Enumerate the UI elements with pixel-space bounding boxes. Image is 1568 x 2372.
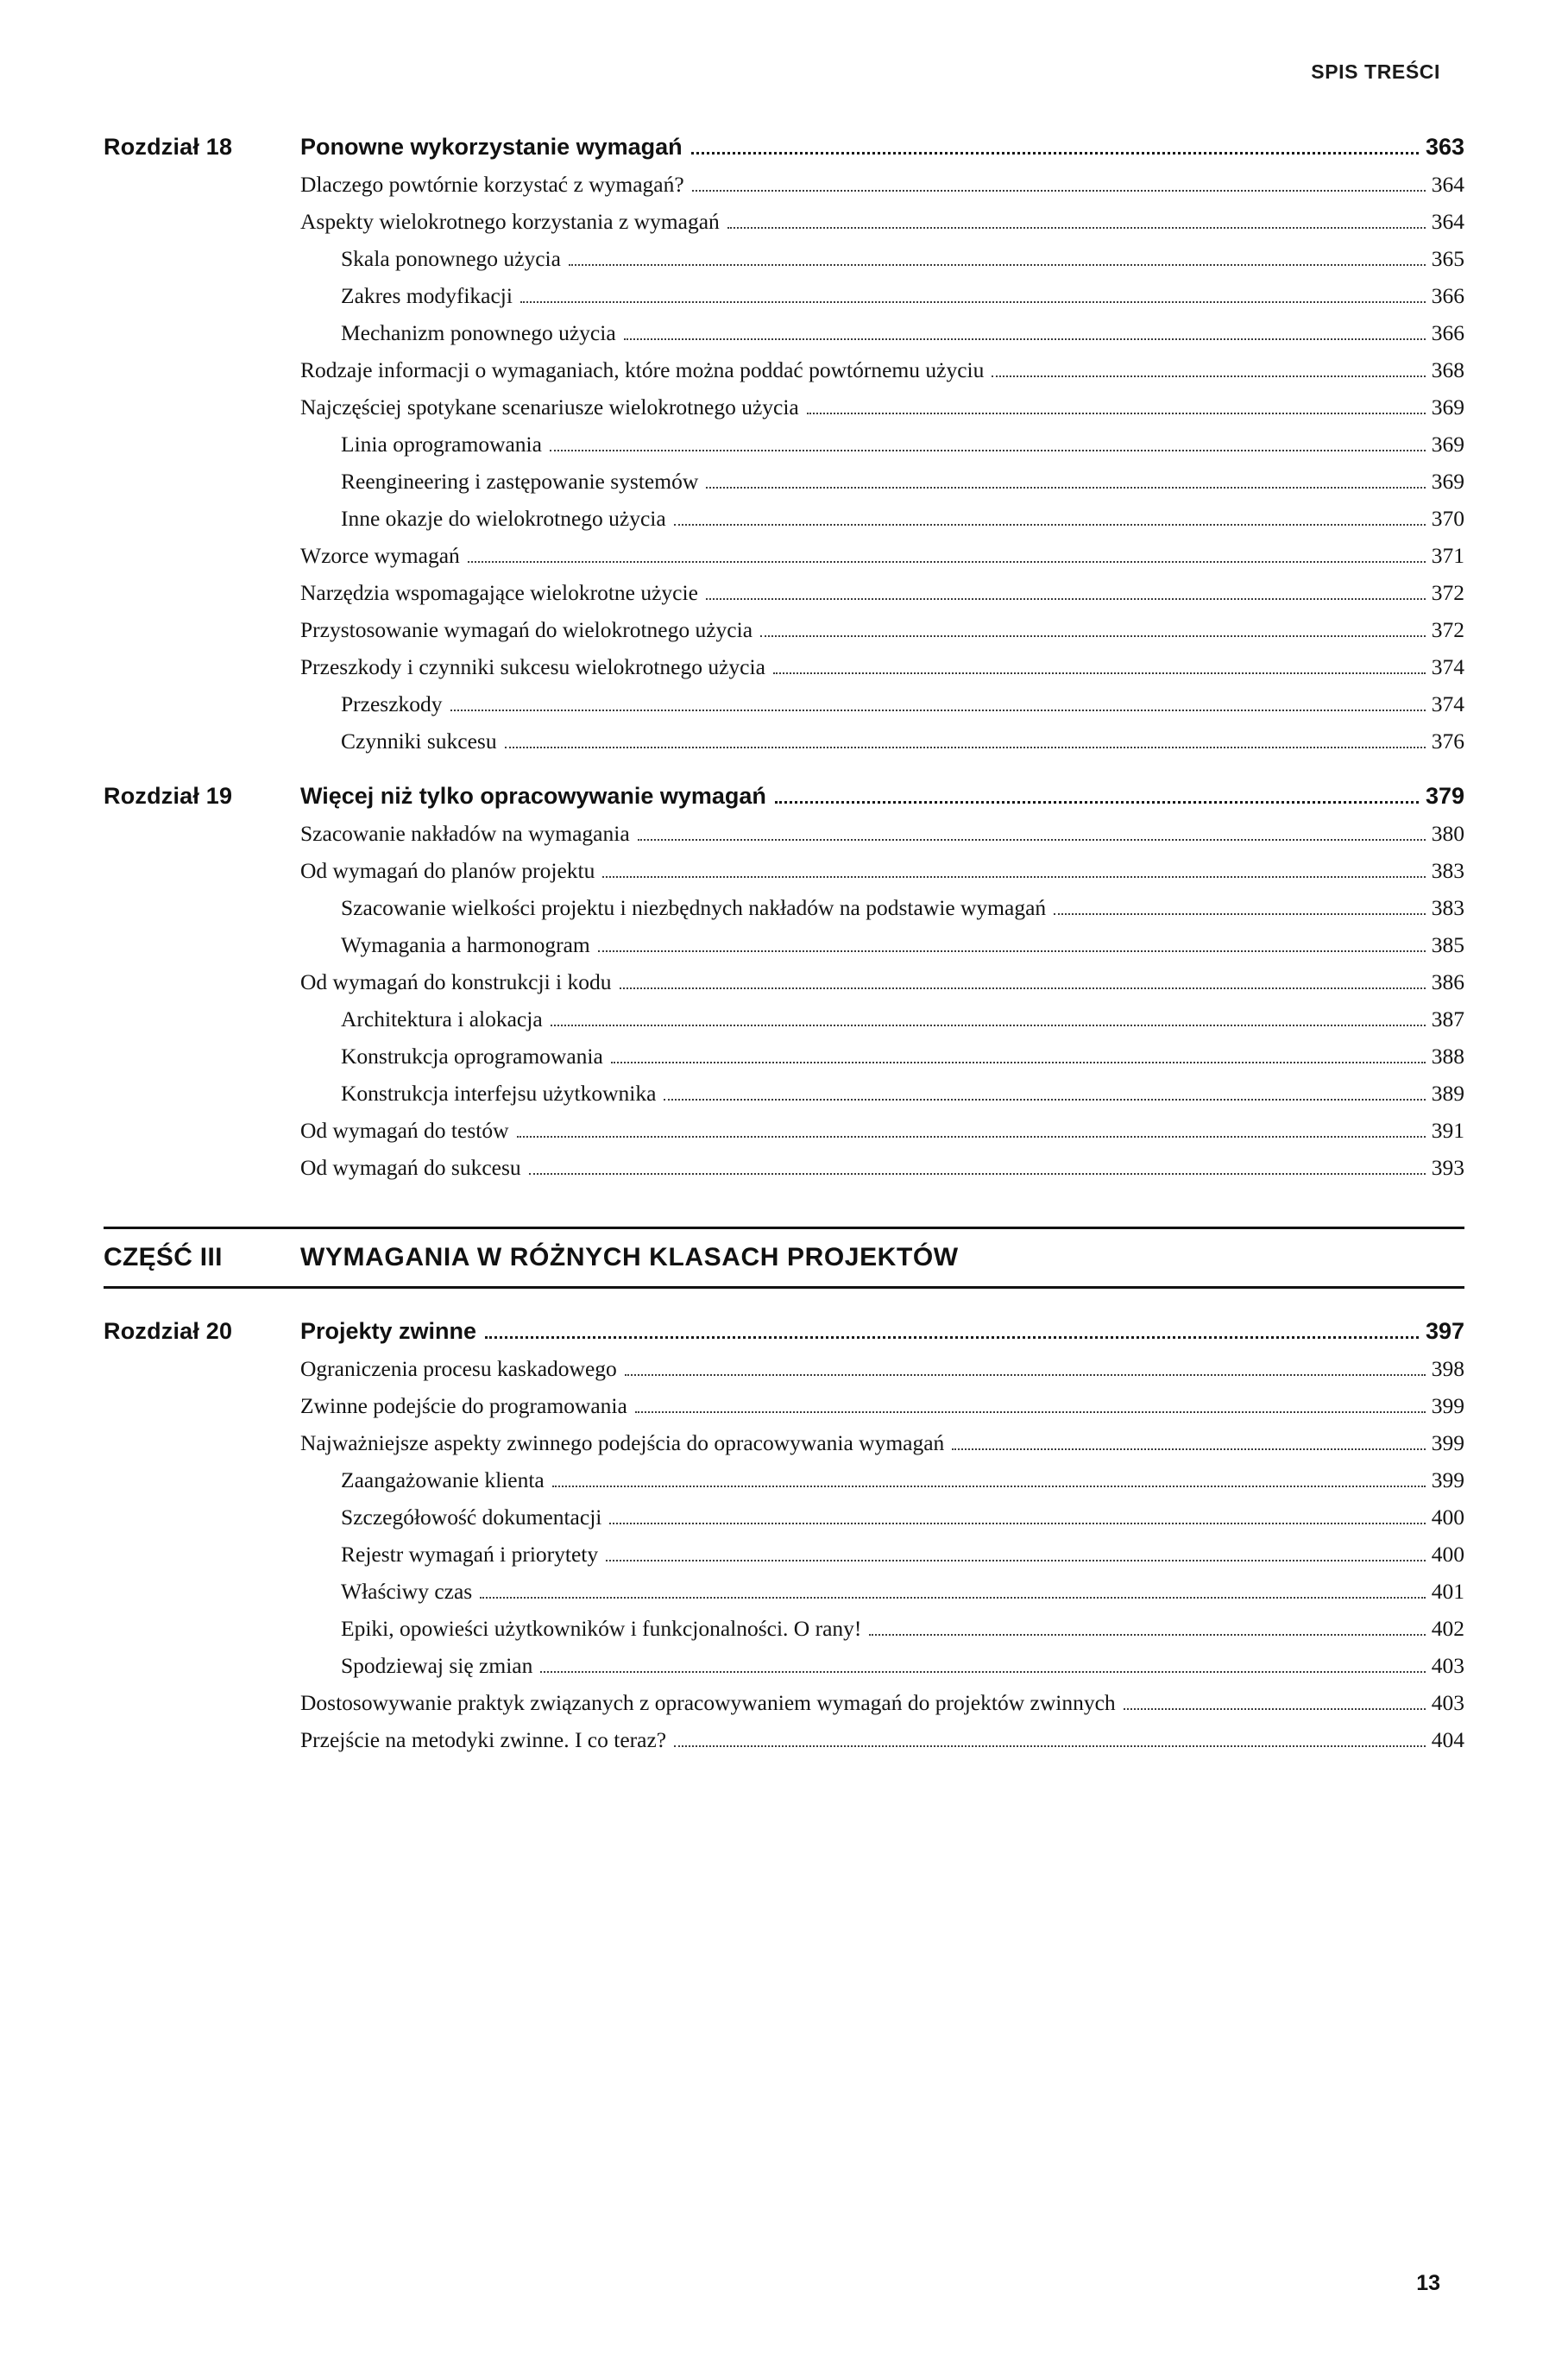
toc-entry-title: Aspekty wielokrotnego korzystania z wymagań <box>300 208 720 234</box>
dot-leader <box>598 950 1426 952</box>
toc-entry-title: Mechanizm ponownego użycia <box>341 319 616 345</box>
toc-entry-title: Szacowanie nakładów na wymagania <box>300 820 630 846</box>
dot-leader <box>517 1136 1426 1138</box>
toc-entry-title: Zwinne podejście do programowania <box>300 1392 627 1418</box>
dot-leader <box>606 1560 1426 1561</box>
chapter-entries <box>300 1351 1464 1759</box>
toc-entry[interactable] <box>300 1076 1464 1113</box>
toc-entry-page: 391 <box>1431 1117 1464 1143</box>
toc-entry[interactable] <box>300 1499 1464 1536</box>
toc-entry-page: 383 <box>1431 857 1464 883</box>
toc-entry-page: 399 <box>1431 1392 1464 1418</box>
toc-entry-title: Zaangażowanie klienta <box>341 1467 545 1492</box>
toc-entry-title: Architektura i alokacja <box>341 1006 543 1031</box>
toc-entry[interactable] <box>300 649 1464 686</box>
chapter-heading[interactable] <box>104 783 1464 811</box>
toc-entry-title: Konstrukcja interfejsu użytkownika <box>341 1080 657 1106</box>
toc-entry-page: 372 <box>1431 579 1464 605</box>
toc-entry-page: 387 <box>1431 1006 1464 1031</box>
toc-entry-page: 380 <box>1431 820 1464 846</box>
dot-leader <box>635 1411 1426 1413</box>
dot-leader <box>550 450 1426 451</box>
dot-leader <box>624 338 1426 340</box>
dot-leader <box>552 1486 1426 1487</box>
toc-entry-page: 386 <box>1431 968 1464 994</box>
toc-entry[interactable] <box>300 501 1464 538</box>
toc-entry-page: 369 <box>1431 394 1464 420</box>
toc-entry-page: 364 <box>1431 171 1464 197</box>
toc-entry[interactable] <box>300 464 1464 501</box>
dot-leader <box>520 301 1426 303</box>
toc-entry-title: Szacowanie wielkości projektu i niezbędnych nakładów na podstawie wymagań <box>341 894 1047 920</box>
toc-entry-title: Szczegółowość dokumentacji <box>341 1504 602 1530</box>
toc-entry-title: Przeszkody <box>341 691 443 716</box>
chapter-page-number: 363 <box>1425 134 1464 160</box>
toc-entry[interactable] <box>300 890 1464 927</box>
dot-leader <box>485 1336 1419 1339</box>
toc-entry-title: Właściwy czas <box>341 1578 473 1604</box>
dot-leader <box>480 1597 1426 1599</box>
toc-entry-page: 369 <box>1431 468 1464 494</box>
chapter-heading[interactable] <box>104 134 1464 161</box>
toc-entry-title: Wymagania a harmonogram <box>341 931 590 957</box>
toc-entry-page: 368 <box>1431 356 1464 382</box>
toc-entry-title: Inne okazje do wielokrotnego użycia <box>341 505 666 531</box>
toc-entry-title: Najważniejsze aspekty zwinnego podejścia do opracowywania wymagań <box>300 1429 945 1455</box>
toc-entry[interactable] <box>300 1001 1464 1038</box>
page-number: 13 <box>1416 2271 1440 2295</box>
toc-entry[interactable] <box>300 1351 1464 1388</box>
chapter-block-20 <box>104 1318 1464 1759</box>
dot-leader <box>706 598 1426 600</box>
toc-entry[interactable] <box>300 816 1464 853</box>
toc-entry-title: Ograniczenia procesu kaskadowego <box>300 1355 617 1381</box>
toc-entry-page: 372 <box>1431 616 1464 642</box>
toc-entry-title: Dlaczego powtórnie korzystać z wymagań? <box>300 171 684 197</box>
toc-entry-title: Skala ponownego użycia <box>341 245 561 271</box>
dot-leader <box>625 1374 1426 1376</box>
toc-entry-page: 402 <box>1431 1615 1464 1641</box>
dot-leader <box>569 264 1426 266</box>
toc-entry-title: Przeszkody i czynniki sukcesu wielokrotnego użycia <box>300 653 765 679</box>
toc-entry[interactable] <box>300 315 1464 352</box>
dot-leader <box>773 672 1426 674</box>
toc-entry[interactable] <box>300 538 1464 575</box>
toc-entry-title: Linia oprogramowania <box>341 431 542 457</box>
dot-leader <box>620 987 1426 989</box>
dot-leader <box>609 1523 1425 1524</box>
toc-entry-title: Spodziewaj się zmian <box>341 1652 533 1678</box>
toc-entry-title: Epiki, opowieści użytkowników i funkcjonalności. O rany! <box>341 1615 862 1641</box>
dot-leader <box>611 1062 1426 1063</box>
toc-entry-page: 388 <box>1431 1043 1464 1069</box>
dot-leader <box>602 876 1425 878</box>
toc-entry-title: Rodzaje informacji o wymaganiach, które można poddać powtórnemu użyciu <box>300 356 985 382</box>
chapter-page-number: 397 <box>1425 1318 1464 1344</box>
toc-entry[interactable] <box>300 167 1464 204</box>
dot-leader <box>869 1634 1425 1636</box>
chapter-title: Projekty zwinne <box>300 1318 477 1344</box>
dot-leader <box>664 1099 1425 1101</box>
toc-entry[interactable] <box>300 389 1464 426</box>
toc-entry-title: Dostosowywanie praktyk związanych z opracowywaniem wymagań do projektów zwinnych <box>300 1689 1116 1715</box>
dot-leader <box>1054 913 1426 915</box>
toc-entry[interactable] <box>300 352 1464 389</box>
chapter-page-number: 379 <box>1425 783 1464 809</box>
toc-entry-page: 366 <box>1431 282 1464 308</box>
toc-entry-page: 374 <box>1431 653 1464 679</box>
toc-entry[interactable] <box>300 1722 1464 1759</box>
part-label: CZĘŚĆ III <box>104 1243 223 1271</box>
toc-entry-page: 393 <box>1431 1154 1464 1180</box>
dot-leader <box>952 1448 1425 1450</box>
toc-entry-page: 366 <box>1431 319 1464 345</box>
toc-entry-title: Wzorce wymagań <box>300 542 460 568</box>
toc-entry-page: 369 <box>1431 431 1464 457</box>
toc-entry-title: Od wymagań do planów projektu <box>300 857 595 883</box>
toc-entry-page: 364 <box>1431 208 1464 234</box>
toc-entry-page: 389 <box>1431 1080 1464 1106</box>
dot-leader <box>674 524 1426 526</box>
toc-entry-page: 365 <box>1431 245 1464 271</box>
toc-entry-page: 385 <box>1431 931 1464 957</box>
dot-leader <box>807 413 1426 414</box>
toc-entry[interactable] <box>300 1388 1464 1425</box>
dot-leader <box>505 747 1426 748</box>
toc-entry-title: Reengineering i zastępowanie systemów <box>341 468 699 494</box>
dot-leader <box>706 487 1425 489</box>
dot-leader <box>450 710 1426 711</box>
toc-entry[interactable] <box>300 204 1464 241</box>
dot-leader <box>992 375 1425 377</box>
toc-entry[interactable] <box>300 927 1464 964</box>
dot-leader <box>468 561 1426 563</box>
toc-entry[interactable] <box>300 1113 1464 1150</box>
running-head: SPIS TREŚCI <box>1311 60 1440 83</box>
toc-entry[interactable] <box>300 241 1464 278</box>
dot-leader <box>760 635 1426 637</box>
toc-entry[interactable] <box>300 426 1464 464</box>
toc-entry[interactable] <box>300 1648 1464 1685</box>
chapter-entries <box>300 816 1464 1187</box>
toc-entry[interactable] <box>300 1425 1464 1462</box>
toc-entry-title: Zakres modyfikacji <box>341 282 513 308</box>
chapter-block-19 <box>104 783 1464 1187</box>
toc-entry-page: 399 <box>1431 1429 1464 1455</box>
dot-leader <box>674 1745 1426 1747</box>
toc-entry-title: Czynniki sukcesu <box>341 728 497 754</box>
toc-entry[interactable] <box>300 1462 1464 1499</box>
toc-entry[interactable] <box>300 1038 1464 1076</box>
toc-entry-page: 383 <box>1431 894 1464 920</box>
toc-entry[interactable] <box>300 964 1464 1001</box>
toc-entry-title: Narzędzia wspomagające wielokrotne użycie <box>300 579 698 605</box>
toc-entry-page: 404 <box>1431 1726 1464 1752</box>
toc-entry[interactable] <box>300 1536 1464 1574</box>
toc-entry-title: Przystosowanie wymagań do wielokrotnego użycia <box>300 616 753 642</box>
chapter-label: Rozdział 18 <box>104 134 233 160</box>
toc-entry-page: 400 <box>1431 1504 1464 1530</box>
dot-leader <box>529 1173 1426 1175</box>
toc-entry-page: 399 <box>1431 1467 1464 1492</box>
toc-entry-title: Od wymagań do sukcesu <box>300 1154 521 1180</box>
dot-leader <box>551 1025 1426 1026</box>
chapter-entries <box>300 167 1464 760</box>
chapter-title: Ponowne wykorzystanie wymagań <box>300 134 683 160</box>
toc-entry[interactable] <box>300 1685 1464 1722</box>
toc-entry[interactable] <box>300 278 1464 315</box>
dot-leader <box>638 839 1426 841</box>
toc-entry-page: 371 <box>1431 542 1464 568</box>
part-divider <box>104 1227 1464 1289</box>
dot-leader <box>692 190 1426 192</box>
chapter-title: Więcej niż tylko opracowywanie wymagań <box>300 783 766 809</box>
toc-entry-page: 400 <box>1431 1541 1464 1567</box>
toc-entry-page: 374 <box>1431 691 1464 716</box>
toc-entry[interactable] <box>300 1150 1464 1187</box>
toc-entry-page: 398 <box>1431 1355 1464 1381</box>
toc-entry-page: 370 <box>1431 505 1464 531</box>
toc-entry[interactable] <box>300 575 1464 612</box>
toc-entry-title: Konstrukcja oprogramowania <box>341 1043 603 1069</box>
toc-entry-title: Przejście na metodyki zwinne. I co teraz? <box>300 1726 667 1752</box>
chapter-label: Rozdział 20 <box>104 1318 233 1344</box>
toc-entry[interactable] <box>300 686 1464 723</box>
toc-entry-title: Od wymagań do testów <box>300 1117 509 1143</box>
chapter-block-18 <box>104 134 1464 760</box>
chapter-label: Rozdział 19 <box>104 783 233 809</box>
toc-entry[interactable] <box>300 612 1464 649</box>
toc-entry[interactable] <box>300 853 1464 890</box>
dot-leader <box>1124 1708 1426 1710</box>
toc-entry-title: Od wymagań do konstrukcji i kodu <box>300 968 612 994</box>
toc-entry[interactable] <box>300 1574 1464 1611</box>
dot-leader <box>775 801 1419 804</box>
dot-leader <box>540 1671 1425 1673</box>
dot-leader <box>727 227 1426 229</box>
part-title: WYMAGANIA W RÓŻNYCH KLASACH PROJEKTÓW <box>300 1243 959 1271</box>
toc-entry-title: Rejestr wymagań i priorytety <box>341 1541 599 1567</box>
dot-leader <box>691 152 1419 155</box>
toc-entry-page: 401 <box>1431 1578 1464 1604</box>
toc-entry-page: 376 <box>1431 728 1464 754</box>
chapter-heading[interactable] <box>104 1318 1464 1346</box>
toc-entry-page: 403 <box>1431 1652 1464 1678</box>
toc-entry[interactable] <box>300 1611 1464 1648</box>
toc-entry-page: 403 <box>1431 1689 1464 1715</box>
toc-entry[interactable] <box>300 723 1464 760</box>
toc-entry-title: Najczęściej spotykane scenariusze wielokrotnego użycia <box>300 394 799 420</box>
